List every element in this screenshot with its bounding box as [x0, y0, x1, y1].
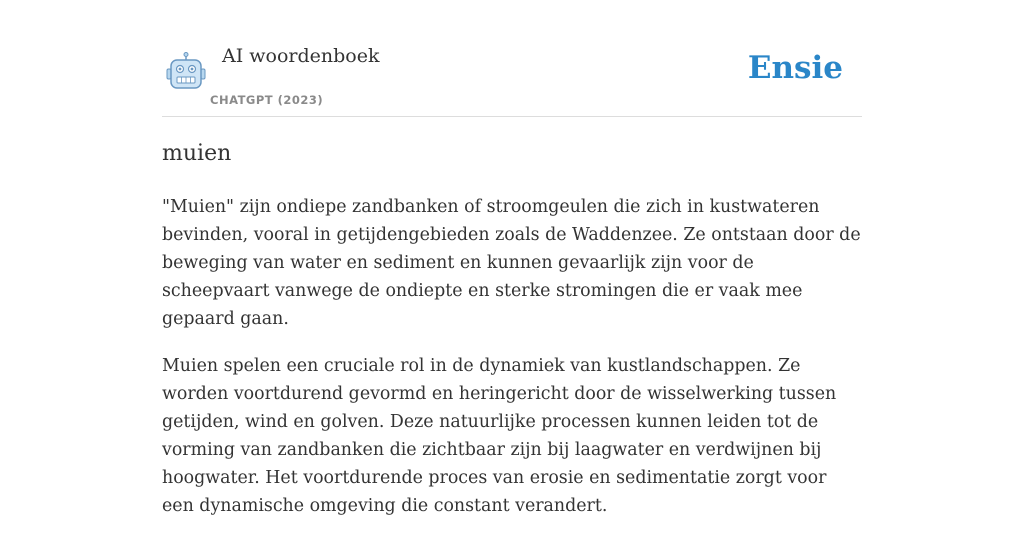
definition-paragraph: Muien spelen een cruciale rol in de dynamiek van kustlandschappen. Ze worden voortdurend gevormd en heringericht door de wisselwerking tussen getijden, wind en golven. Deze natuurlijke processen kunnen leiden tot de vorming van zandbanken die zichtbaar zijn bij laagwater en verdwijnen bij hoogwater. Het voortdurende proces van erosie en sedimentatie zorgt voor een dynamische omgeving die constant verandert.	[162, 356, 837, 516]
term-title: muien	[162, 141, 232, 166]
definition-paragraph: "Muien" zijn ondiepe zandbanken of stroomgeulen die zich in kustwateren bevinden, vooral in getijdengebieden zoals de Waddenzee. Ze ontstaan door de beweging van water en sediment en kunnen gevaarlijk zijn voor de scheepvaart vanwege de ondiepte en sterke stromingen die er vaak mee gepaard gaan.	[162, 197, 861, 329]
header	[162, 0, 862, 117]
brand-logo[interactable]: Ensie	[747, 50, 843, 86]
dictionary-title[interactable]: AI woordenboek	[222, 45, 380, 67]
definition	[162, 193, 862, 539]
source-label: CHATGPT (2023)	[210, 93, 324, 107]
robot-icon	[166, 52, 206, 90]
page	[162, 0, 862, 516]
